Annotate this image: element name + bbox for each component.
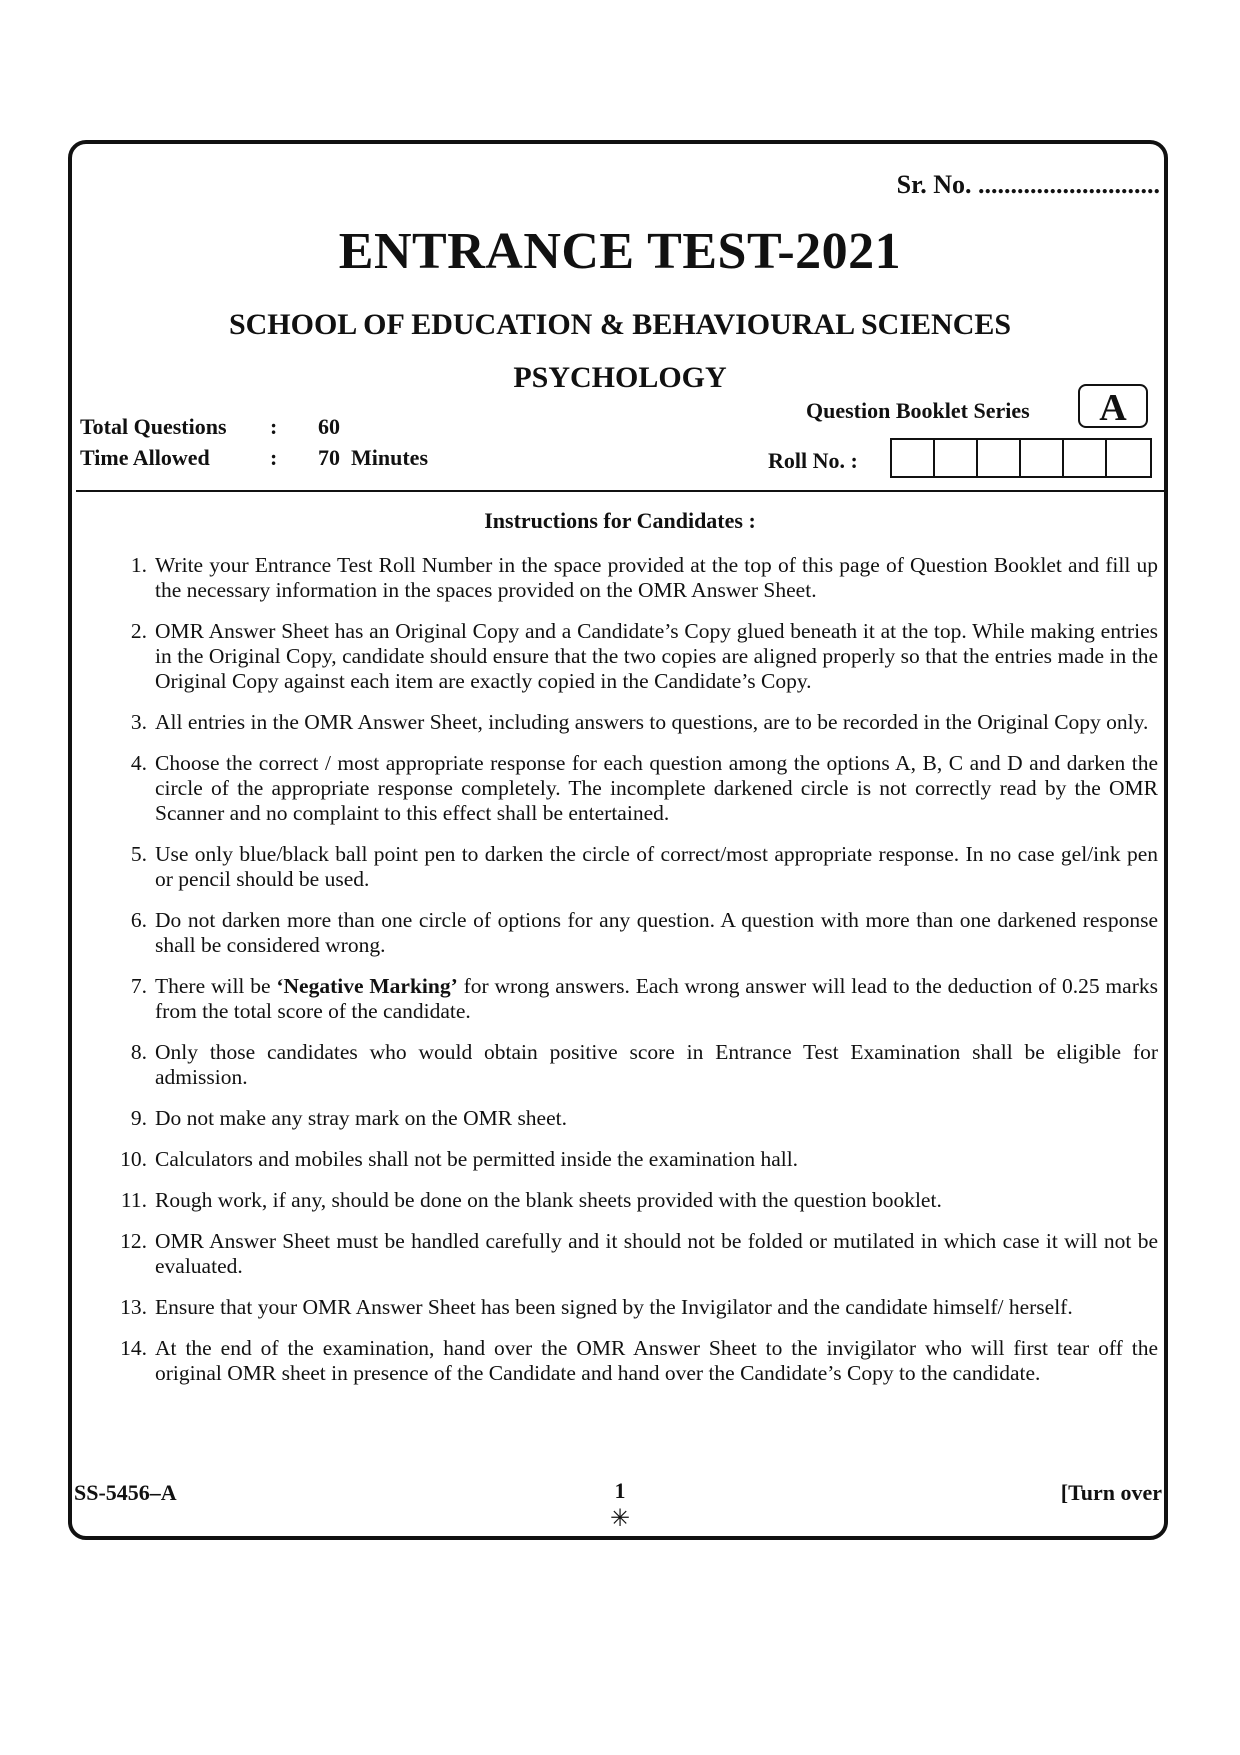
instruction-item [110,553,1158,603]
instruction-text: Rough work, if any, should be done on the blank sheets provided with the question booklet. [155,1188,942,1212]
instruction-number: 14. [120,1336,147,1360]
instruction-number: 11. [120,1188,147,1212]
roll-number-boxes[interactable] [890,438,1152,478]
subject-name: PSYCHOLOGY [513,361,727,394]
time-allowed-label: Time Allowed [80,445,210,470]
instruction-number: 10. [120,1147,147,1171]
roll-number-cell[interactable] [935,440,978,476]
instruction-number: 1. [130,553,147,577]
roll-number-cell[interactable] [978,440,1021,476]
asterisk-mark: ✳ [609,1506,631,1532]
instruction-text: All entries in the OMR Answer Sheet, including answers to questions, are to be recorded in the Original Copy only. [155,710,1149,734]
instruction-text: Write your Entrance Test Roll Number in the space provided at the top of this page of Question Booklet and fill up the necessary information in the spaces provided on the OMR Answer Sheet. [155,553,1158,602]
instruction-item [110,751,1158,826]
instruction-item [110,1040,1158,1090]
turn-over-note: [Turn over [1060,1480,1162,1505]
instruction-number: 6. [130,908,147,932]
instruction-text-after: for wrong answers. Each wrong answer will lead to the deduction of 0.25 marks from the total score of the candidate. [155,974,1158,1023]
instruction-number: 9. [130,1106,147,1130]
roll-number-cell[interactable] [892,440,935,476]
school-name: SCHOOL OF EDUCATION & BEHAVIOURAL SCIENCES [228,308,1012,341]
instruction-item [110,974,1158,1024]
booklet-series-badge: A [1078,384,1148,428]
instruction-text: Use only blue/black ball point pen to darken the circle of correct/most appropriate response. In no case gel/ink pen or pencil should be used. [155,842,1158,891]
time-allowed-value: 70 Minutes [318,445,428,470]
instruction-number: 8. [130,1040,147,1064]
instruction-text: Calculators and mobiles shall not be permitted inside the examination hall. [155,1147,799,1171]
instruction-item [110,1295,1158,1320]
roll-number-cell[interactable] [1107,440,1150,476]
instruction-text: Only those candidates who would obtain positive score in Entrance Test Examination shall be eligible for admission. [155,1040,1158,1089]
instruction-text: Choose the correct / most appropriate response for each question among the options A, B, C and D and darken the circle of the appropriate response completely. The incomplete darkened circle is not correctly read by the OMR Scanner and no complaint to this effect shall be entertained. [155,751,1158,825]
instruction-item [110,710,1158,735]
instruction-text: OMR Answer Sheet must be handled carefully and it should not be folded or mutilated in which case it will not be evaluated. [155,1229,1158,1278]
instruction-text-before: There will be [155,974,277,998]
instruction-text: OMR Answer Sheet has an Original Copy and a Candidate’s Copy glued beneath it at the top. While making entries in the Original Copy, candidate should ensure that the two copies are aligned properly so that the entries made in the Original Copy against each item are exactly copied in the Candidate’s Copy. [155,619,1158,693]
instructions-heading: Instructions for Candidates : [484,508,756,533]
header-divider [76,490,1164,492]
booklet-series-label: Question Booklet Series [806,398,1030,423]
serial-number: Sr. No. ............................ [896,170,1160,199]
instruction-number: 3. [130,710,147,734]
total-questions-value: 60 [318,414,340,439]
negative-marking-emphasis: ‘Negative Marking’ [276,974,458,998]
time-allowed-colon: : [270,445,278,470]
roll-number-cell[interactable] [1021,440,1064,476]
instruction-number: 7. [130,974,147,998]
instruction-text: Do not make any stray mark on the OMR sheet. [155,1106,567,1130]
instruction-item [110,1147,1158,1172]
instructions-list [110,553,1158,1402]
instruction-text: At the end of the examination, hand over the OMR Answer Sheet to the invigilator who will first tear off the original OMR sheet in presence of the Candidate and hand over the Candidate’s Copy to the candidate. [155,1336,1158,1385]
booklet-code: SS-5456–A [74,1480,177,1505]
total-questions-colon: : [270,414,278,439]
instruction-text: Ensure that your OMR Answer Sheet has been signed by the Invigilator and the candidate himself/ herself. [155,1295,1073,1319]
instruction-item [110,842,1158,892]
instruction-number: 2. [130,619,147,643]
instruction-item [110,1336,1158,1386]
total-questions-label: Total Questions [80,414,227,439]
instruction-item [110,908,1158,958]
page-number: 1 [614,1478,626,1503]
instruction-text: Do not darken more than one circle of options for any question. A question with more than one darkened response shall be considered wrong. [155,908,1158,957]
instruction-item [110,1229,1158,1279]
roll-number-cell[interactable] [1064,440,1107,476]
instruction-item [110,1188,1158,1213]
roll-number-label: Roll No. : [768,448,858,473]
instruction-item [110,1106,1158,1131]
page-title: ENTRANCE TEST-2021 [338,223,902,280]
instruction-item [110,619,1158,694]
instruction-number: 5. [130,842,147,866]
instruction-text [155,974,1158,1024]
instruction-number: 12. [120,1229,147,1253]
instruction-number: 4. [130,751,147,775]
instruction-number: 13. [120,1295,147,1319]
